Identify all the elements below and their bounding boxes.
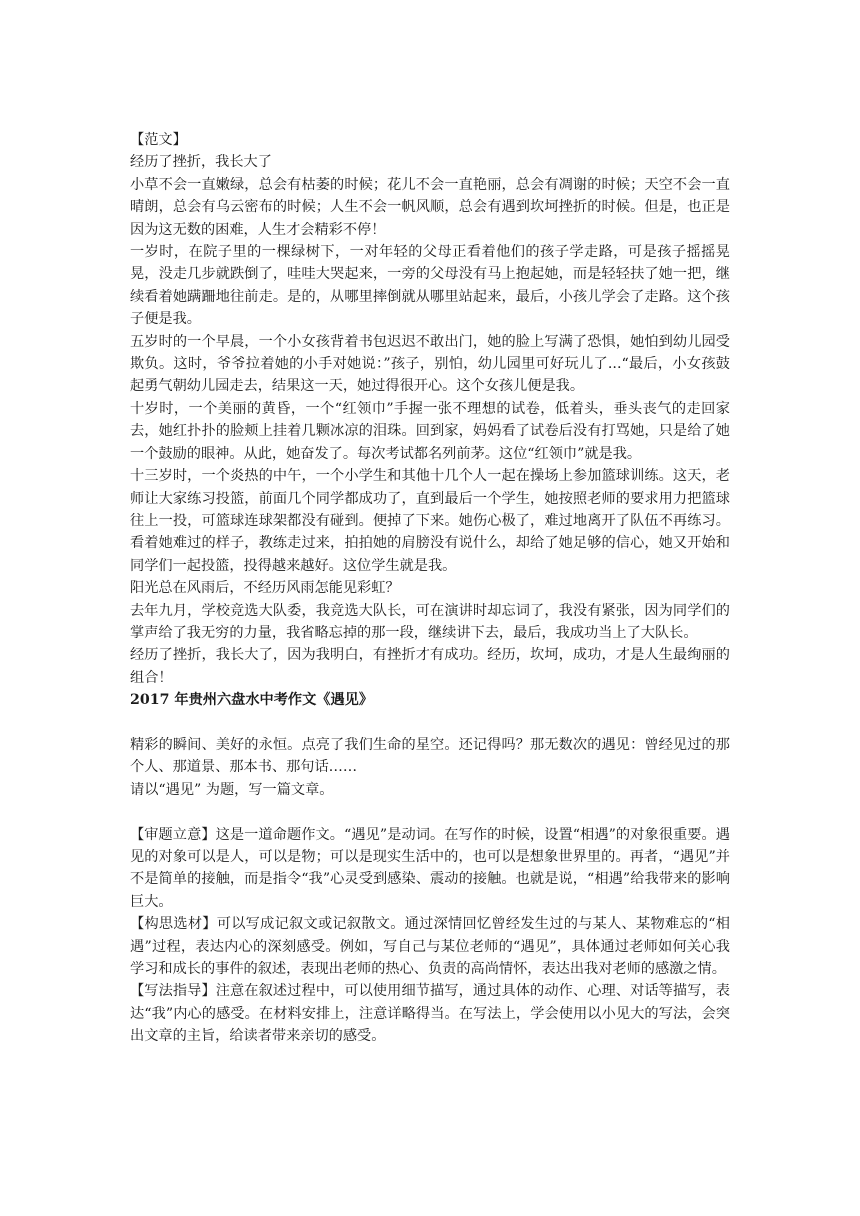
exam-guidance: 【写法指导】注意在叙述过程中，可以使用细节描写，通过具体的动作、心理、对话等描写，表达“我”内心的感受。在材料安排上，注意详略得当。在写法上，学会使用以小见大的写法，会突出文章的主旨，给读者带来亲切的感受。 <box>130 983 730 1045</box>
essay-paragraph: 去年九月，学校竞选大队委，我竞选大队长，可在演讲时却忘词了，我没有紧张，因为同学们的掌声给了我无穷的力量，我省略忘掉的那一段，继续讲下去，最后，我成功当上了大队长。 <box>130 602 730 641</box>
essay-title: 经历了挫折，我长大了 <box>130 154 272 171</box>
exam-instruction: 请以“遇见” 为题，写一篇文章。 <box>130 781 334 798</box>
essay-paragraph: 十岁时，一个美丽的黄昏，一个“红领巾”手握一张不理想的试卷，低着头，垂头丧气的走回家去，她红扑扑的脸颊上挂着几颗冰凉的泪珠。回到家，妈妈看了试卷后没有打骂她，只是给了她一个鼓励的眼神。从此，她奋发了。每次考试都名列前茅。这位“红领巾”就是我。 <box>130 400 730 462</box>
exam-material: 【构思选材】可以写成记叙文或记叙散文。通过深情回忆曾经发生过的与某人、某物难忘的“相遇”过程，表达内心的深刻感受。例如，写自己与某位老师的“遇见”，具体通过老师如何关心我学习和成长的事件的叙述，表现出老师的热心、负责的高尚情怀，表达出我对老师的感激之情。 <box>130 916 730 977</box>
essay-paragraph: 十三岁时，一个炎热的中午，一个小学生和其他十几个人一起在操场上参加篮球训练。这天，老师让大家练习投篮，前面几个同学都成功了，直到最后一个学生，她按照老师的要求用力把篮球往上一投，可篮球连球架都没有碰到。便掉了下来。她伤心极了，难过地离开了队伍不再练习。看着她难过的样子，教练走过来，拍拍她的肩膀没有说什么，却给了她足够的信心，她又开始和同学们一起投篮，投得越来越好。这位学生就是我。 <box>130 468 730 574</box>
essay-paragraph: 五岁时的一个早晨，一个小女孩背着书包迟迟不敢出门，她的脸上写满了恐惧，她怕到幼儿园受欺负。这时，爷爷拉着她的小手对她说：”孩子，别怕，幼儿园里可好玩儿了...“最后，小女孩鼓起勇气朝幼儿园走去，结果这一天，她过得很开心。这个女孩儿便是我。 <box>130 333 730 395</box>
essay-paragraph: 一岁时，在院子里的一棵绿树下，一对年轻的父母正看着他们的孩子学走路，可是孩子摇摇晃晃，没走几步就跌倒了，哇哇大哭起来，一旁的父母没有马上抱起她，而是轻轻扶了她一把，继续看着她蹒跚地往前走。是的，从哪里摔倒就从哪里站起来，最后，小孩儿学会了走路。这个孩子便是我。 <box>130 244 730 328</box>
essay-paragraph: 小草不会一直嫩绿，总会有枯萎的时候；花儿不会一直艳丽，总会有凋谢的时候；天空不会一直晴朗，总会有乌云密布的时候；人生不会一帆风顺，总会有遇到坎坷挫折的时候。但是，也正是因为这无数的困难，人生才会精彩不停！ <box>130 176 730 238</box>
spacer <box>130 801 730 823</box>
document-page <box>130 129 730 1048</box>
exam-analysis: 【审题立意】这是一道命题作文。“遇见”是动词。在写作的时候，设置“相遇”的对象很重要。遇见的对象可以是人，可以是物；可以是现实生活中的，也可以是想象世界里的。再者，“遇见”并不是简单的接触，而是指令“我”心灵受到感染、震动的接触。也就是说，“相遇”给我带来的影响巨大。 <box>130 826 730 910</box>
essay-paragraph: 阳光总在风雨后，不经历风雨怎能见彩虹？ <box>130 580 400 597</box>
spacer <box>130 712 730 734</box>
essay-paragraph: 经历了挫折，我长大了，因为我明白，有挫折才有成功。经历，坎坷，成功，才是人生最绚丽的组合！ <box>130 647 730 686</box>
exam-title: 2017 年贵州六盘水中考作文《遇见》 <box>130 692 374 709</box>
exam-prompt: 精彩的瞬间、美好的永恒。点亮了我们生命的星空。还记得吗？那无数次的遇见：曾经见过的那个人、那道景、那本书、那句话…… <box>130 736 730 776</box>
essay-tag: 【范文】 <box>130 132 187 148</box>
